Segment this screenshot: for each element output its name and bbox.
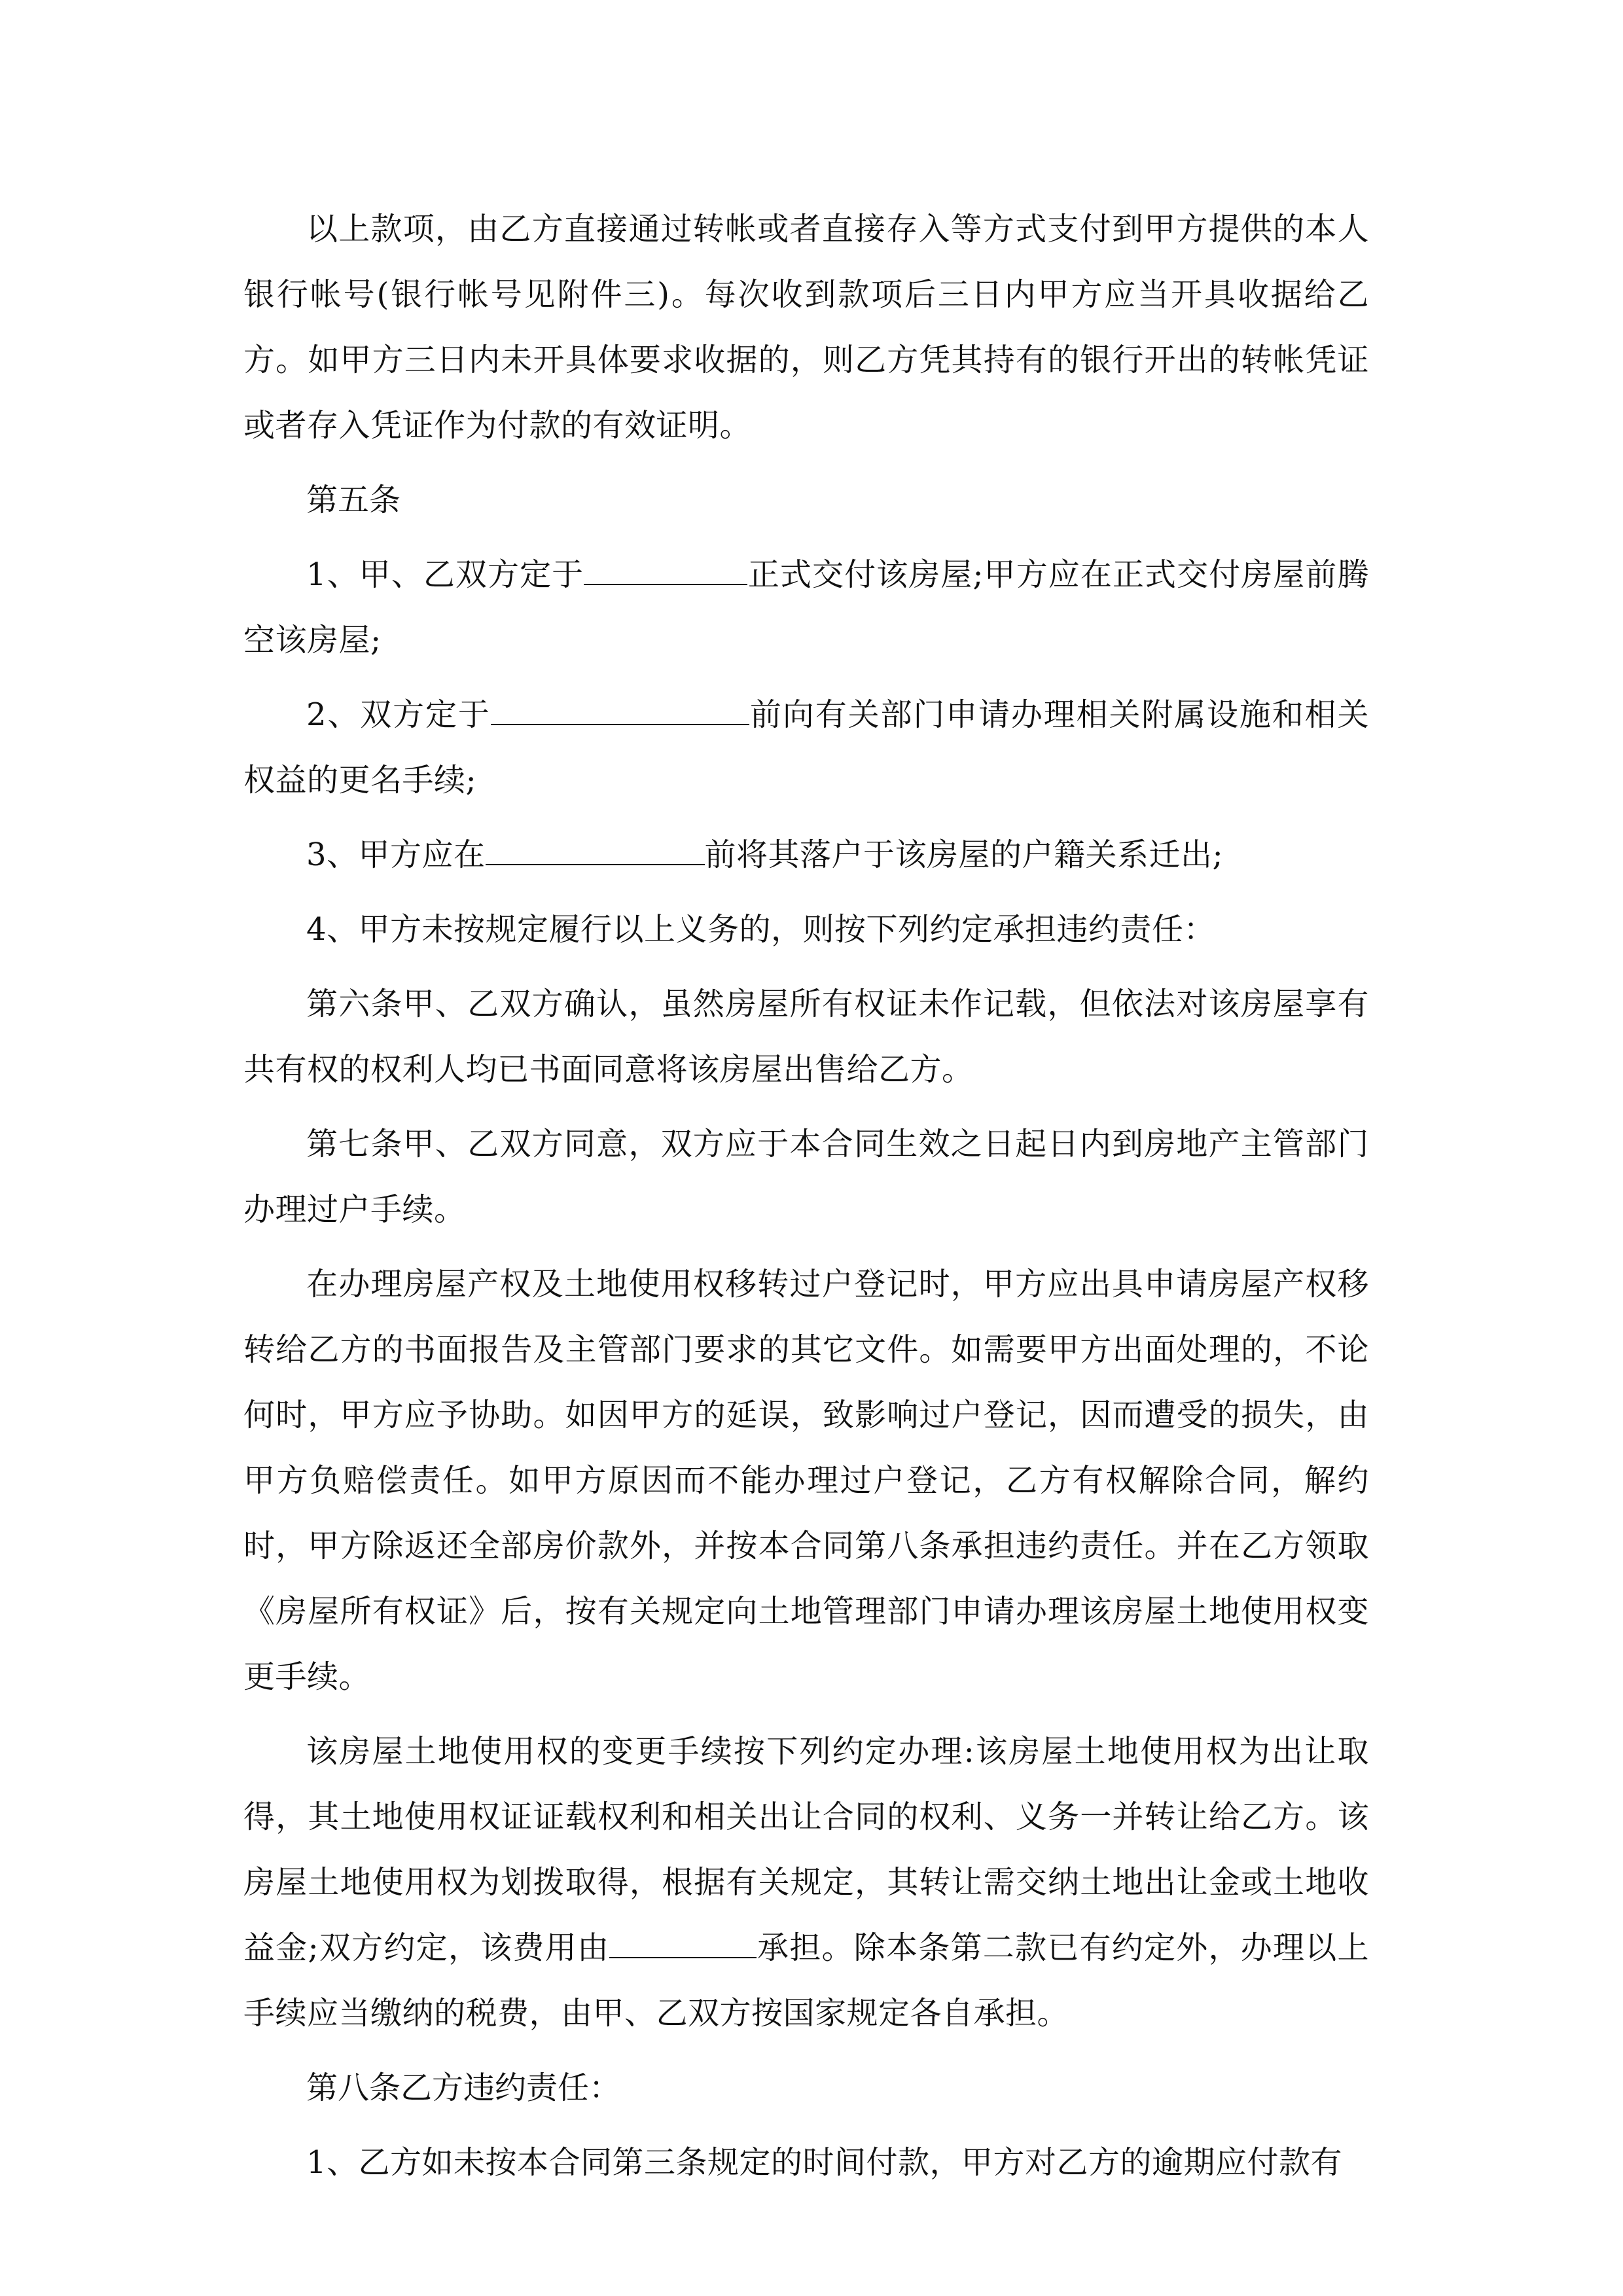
article-7-paragraph: 第七条甲、乙双方同意，双方应于本合同生效之日起日内到房地产主管部门办理过户手续。 [243,1126,1369,1228]
article-8-heading: 第八条乙方违约责任： [306,2070,621,2106]
article-5-item-3-suffix: 前将其落户于该房屋的户籍关系迁出; [704,836,1224,873]
transfer-registration-paragraph: 在办理房屋产权及土地使用权移转过户登记时，甲方应出具申请房屋产权移转给乙方的书面报告及主管部门要求的其它文件。如需要甲方出面处理的，不论何时，甲方应予协助。如因甲方的延误，致影响过户登记，因而遭受的损失，由甲方负赔偿责任。如甲方原因而不能办理过户登记，乙方有权解除合同，解约时，甲方除返还全部房价款外，并按本合同第八条承担违约责任。并在乙方领取《房屋所有权证》后，按有关规定向土地管理部门申请办理该房屋土地使用权变更手续。 [243,1266,1369,1695]
land-use-right-prefix: 该房屋土地使用权的变更手续按下列约定办理:该房屋土地使用权为出让取得，其土地使用权证证载权利和相关出让合同的权利、义务一并转让给乙方。该房屋土地使用权为划拨取得，根据有关规定，其转让需交纳土地出让金或土地收益金;双方约定，该费用由 [243,1733,1369,1966]
article-8-item-1: 1、乙方如未按本合同第三条规定的时间付款，甲方对乙方的逾期应付款有 [306,2144,1343,2181]
land-use-right-paragraph [243,1719,1369,2046]
article-5-item-1 [243,542,1369,673]
article-5-item-2 [243,682,1369,813]
document-page [243,196,1369,2204]
article-5-item-3-prefix: 3、甲方应在 [306,836,486,873]
article-5-item-2-prefix: 2、双方定于 [306,696,491,733]
article-5-item-3 [243,822,1369,888]
article-5-item-1-suffix: 正式交付该房屋;甲方应在正式交付房屋前腾空该房屋; [243,556,1369,658]
article-5-item-2-suffix: 前向有关部门申请办理相关附属设施和相关权益的更名手续; [243,696,1369,798]
handover-date-blank [584,545,747,585]
rename-date-blank [491,685,749,725]
land-use-right-suffix: 承担。除本条第二款已有约定外，办理以上手续应当缴纳的税费，由甲、乙双方按国家规定各自承担。 [243,1929,1369,2032]
article-5-item-4: 4、甲方未按规定履行以上义务的，则按下列约定承担违约责任： [306,911,1216,948]
household-move-date-blank [486,825,705,865]
article-5-item-1-prefix: 1、甲、乙双方定于 [306,556,584,593]
article-6-paragraph: 第六条甲、乙双方确认，虽然房屋所有权证未作记载，但依法对该房屋享有共有权的权利人均已书面同意将该房屋出售给乙方。 [243,986,1369,1088]
article-5-heading: 第五条 [306,482,401,518]
fee-bearer-blank [609,1918,757,1958]
payment-paragraph: 以上款项，由乙方直接通过转帐或者直接存入等方式支付到甲方提供的本人银行帐号(银行帐号见附件三)。每次收到款项后三日内甲方应当开具收据给乙方。如甲方三日内未开具体要求收据的，则乙方凭其持有的银行开出的转帐凭证或者存入凭证作为付款的有效证明。 [243,211,1369,444]
